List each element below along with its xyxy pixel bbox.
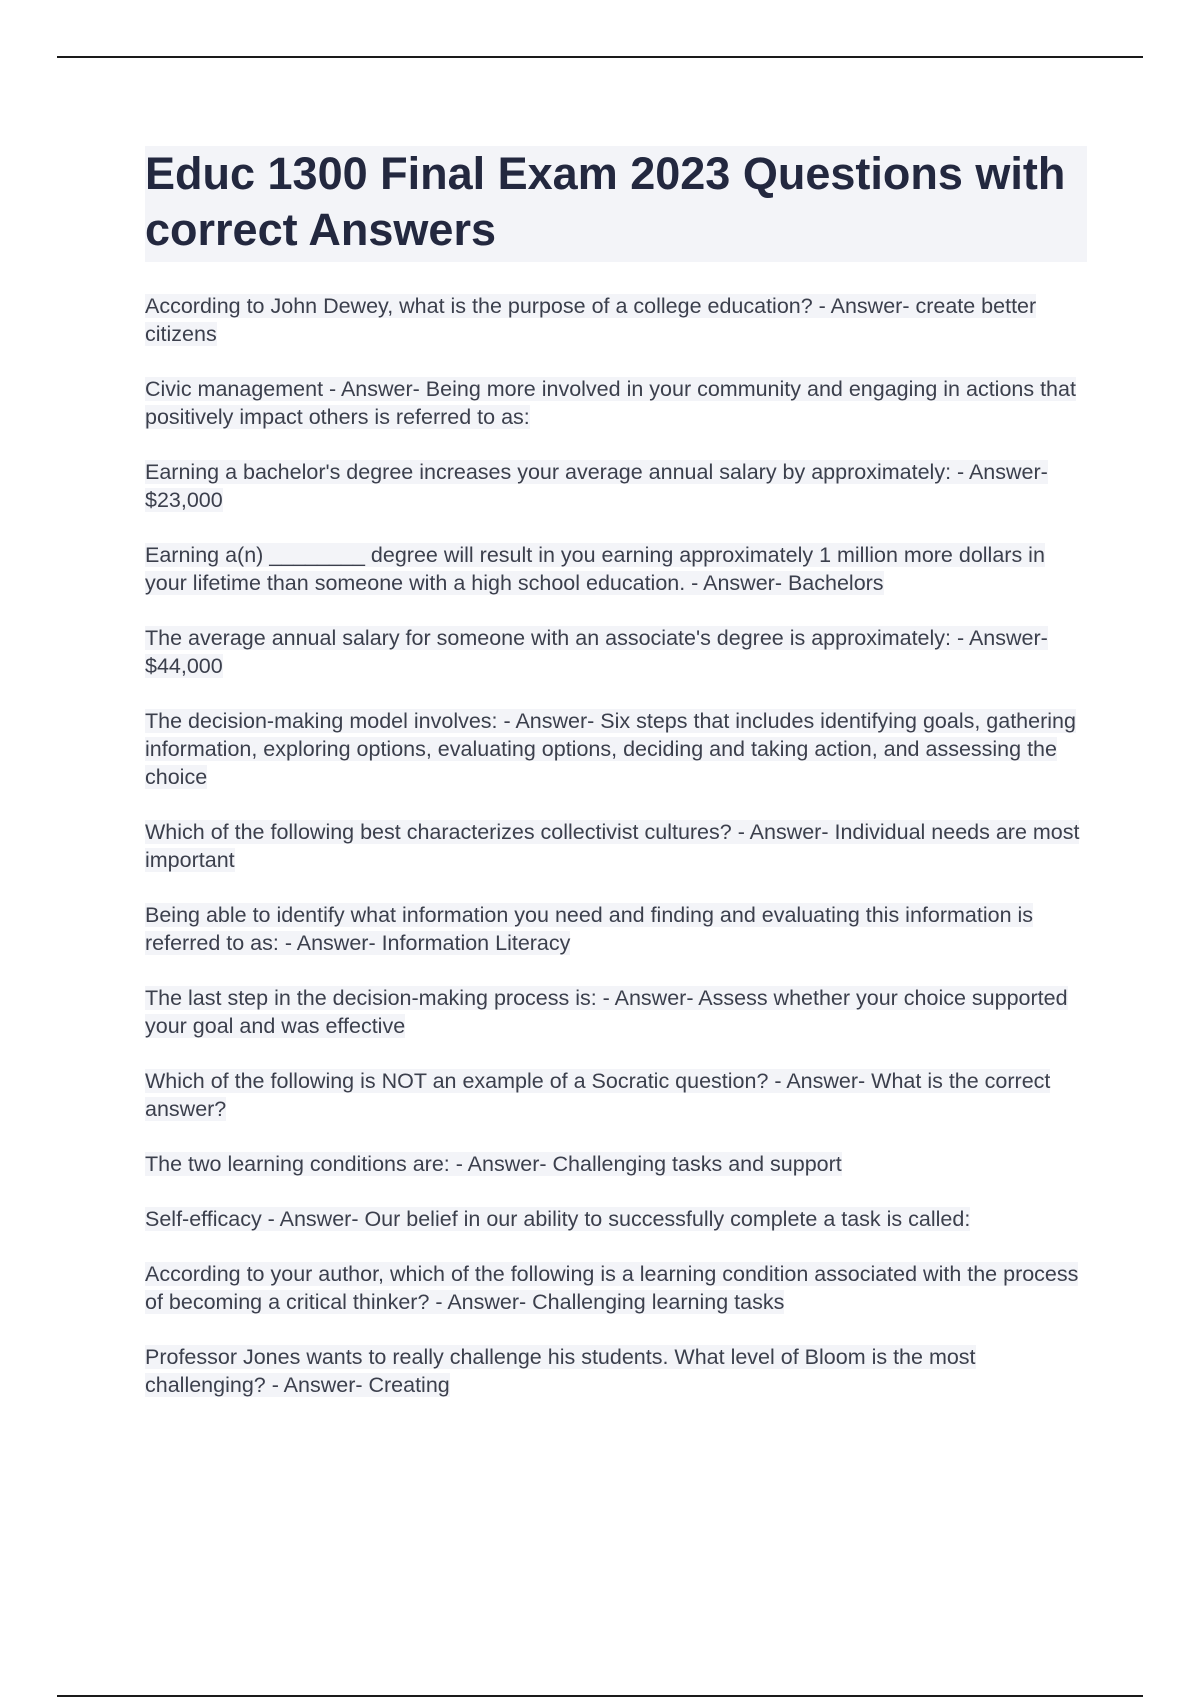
qa-item: According to John Dewey, what is the purpose of a college education? - Answer- create better citizens: [145, 294, 1037, 346]
document-body: [145, 146, 1087, 1426]
document-title: Educ 1300 Final Exam 2023 Questions with correct Answers: [145, 148, 1066, 255]
qa-item: Which of the following is NOT an example of a Socratic question? - Answer- What is the correct answer?: [145, 1069, 1051, 1121]
qa-item: Civic management - Answer- Being more involved in your community and engaging in actions that positively impact others is referred to as:: [145, 377, 1076, 429]
bottom-rule: [57, 1695, 1143, 1697]
top-rule: [57, 56, 1143, 58]
qa-item: The decision-making model involves: - Answer- Six steps that includes identifying goals, gathering information, exploring options, evaluating options, deciding and taking action, and assessing the choice: [145, 709, 1076, 789]
qa-item: Earning a bachelor's degree increases your average annual salary by approximately: - Answer- $23,000: [145, 460, 1048, 512]
qa-item: Earning a(n) ________ degree will result in you earning approximately 1 million more dollars in your lifetime than someone with a high school education. - Answer- Bachelors: [145, 543, 1045, 595]
qa-item: Which of the following best characterizes collectivist cultures? - Answer- Individual needs are most important: [145, 820, 1080, 872]
qa-item: The average annual salary for someone with an associate's degree is approximately: - Answer- $44,000: [145, 626, 1048, 678]
qa-item: According to your author, which of the following is a learning condition associated with the process of becoming a critical thinker? - Answer- Challenging learning tasks: [145, 1262, 1079, 1314]
qa-item: Professor Jones wants to really challenge his students. What level of Bloom is the most challenging? - Answer- Creating: [145, 1345, 976, 1397]
qa-item: Being able to identify what information you need and finding and evaluating this information is referred to as: - Answer- Information Literacy: [145, 903, 1034, 955]
qa-item: The two learning conditions are: - Answer- Challenging tasks and support: [145, 1152, 842, 1176]
qa-item: The last step in the decision-making process is: - Answer- Assess whether your choice supported your goal and was effective: [145, 986, 1068, 1038]
title-block: [145, 146, 1087, 262]
qa-item: Self-efficacy - Answer- Our belief in our ability to successfully complete a task is called:: [145, 1207, 971, 1231]
